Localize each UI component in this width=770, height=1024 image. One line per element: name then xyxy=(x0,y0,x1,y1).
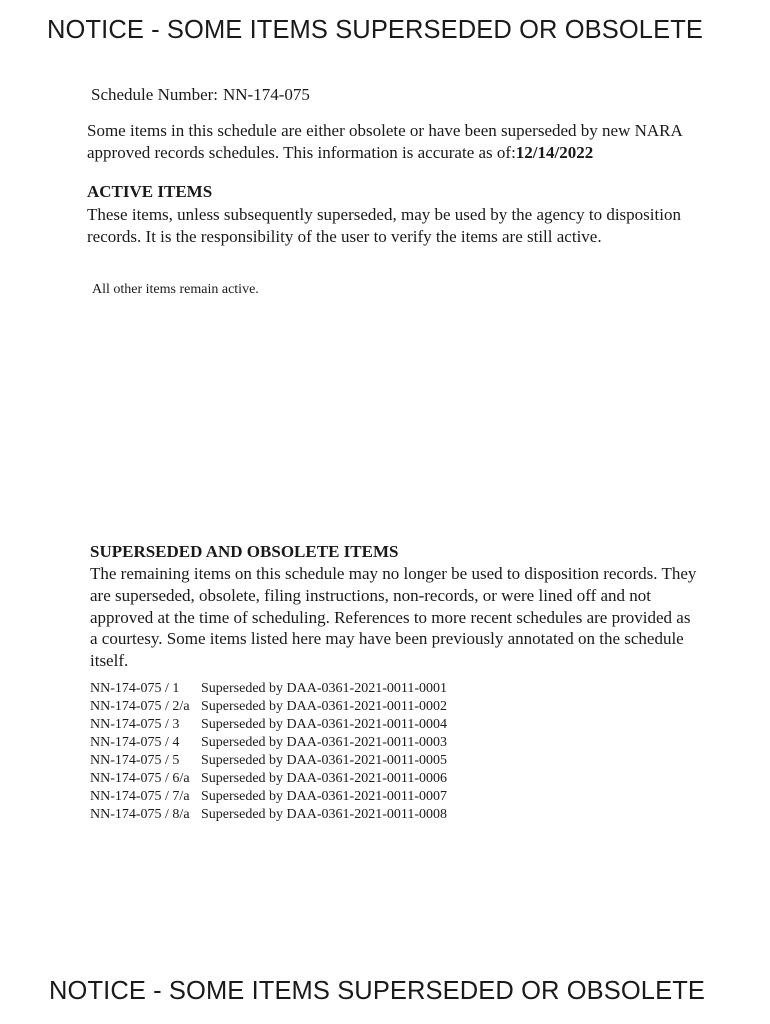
superseded-items-heading: SUPERSEDED AND OBSOLETE ITEMS xyxy=(90,542,399,561)
item-code: NN-174-075 / 5 xyxy=(90,753,180,768)
list-item xyxy=(90,716,447,734)
list-item xyxy=(90,788,447,806)
active-items-heading: ACTIVE ITEMS xyxy=(87,182,213,201)
item-status: Superseded by DAA-0361-2021-0011-0006 xyxy=(201,771,447,786)
schedule-number-label: Schedule Number: xyxy=(91,85,218,104)
item-status: Superseded by DAA-0361-2021-0011-0002 xyxy=(201,699,447,714)
notice-banner-bottom: NOTICE - SOME ITEMS SUPERSEDED OR OBSOLETE xyxy=(49,977,705,1005)
intro-text: Some items in this schedule are either obsolete or have been superseded by new NARA approved records schedules. This information is accurate as of: xyxy=(87,121,682,162)
item-status: Superseded by DAA-0361-2021-0011-0005 xyxy=(201,753,447,768)
item-code: NN-174-075 / 8/a xyxy=(90,807,190,822)
list-item xyxy=(90,806,447,824)
active-items-description: These items, unless subsequently superseded, may be used by the agency to disposition records. It is the responsibility of the user to verify the items are still active. xyxy=(87,205,681,246)
item-code: NN-174-075 / 7/a xyxy=(90,789,190,804)
schedule-number-value: NN-174-075 xyxy=(223,85,310,104)
item-status: Superseded by DAA-0361-2021-0011-0001 xyxy=(201,681,447,696)
intro-paragraph xyxy=(87,120,707,164)
schedule-number-line xyxy=(91,85,310,105)
list-item xyxy=(90,698,447,716)
item-status: Superseded by DAA-0361-2021-0011-0003 xyxy=(201,735,447,750)
list-item xyxy=(90,680,447,698)
list-item xyxy=(90,734,447,752)
item-code: NN-174-075 / 3 xyxy=(90,717,180,732)
item-code: NN-174-075 / 4 xyxy=(90,735,180,750)
superseded-items-list xyxy=(90,680,447,824)
item-status: Superseded by DAA-0361-2021-0011-0008 xyxy=(201,807,447,822)
notice-banner-top: NOTICE - SOME ITEMS SUPERSEDED OR OBSOLETE xyxy=(47,16,703,44)
list-item xyxy=(90,752,447,770)
active-items-note: All other items remain active. xyxy=(92,282,259,297)
item-code: NN-174-075 / 6/a xyxy=(90,771,190,786)
accuracy-date: 12/14/2022 xyxy=(515,143,594,162)
item-status: Superseded by DAA-0361-2021-0011-0004 xyxy=(201,717,447,732)
item-code: NN-174-075 / 1 xyxy=(90,681,180,696)
list-item xyxy=(90,770,447,788)
superseded-items-description: The remaining items on this schedule may no longer be used to disposition records. They are superseded, obsolete, filing instructions, non-records, or were lined off and not approved at the time of scheduling. References to more recent schedules are provided as a courtesy. Some items listed here may have been previously annotated on the schedule itself. xyxy=(90,564,697,671)
item-code: NN-174-075 / 2/a xyxy=(90,699,190,714)
item-status: Superseded by DAA-0361-2021-0011-0007 xyxy=(201,789,447,804)
